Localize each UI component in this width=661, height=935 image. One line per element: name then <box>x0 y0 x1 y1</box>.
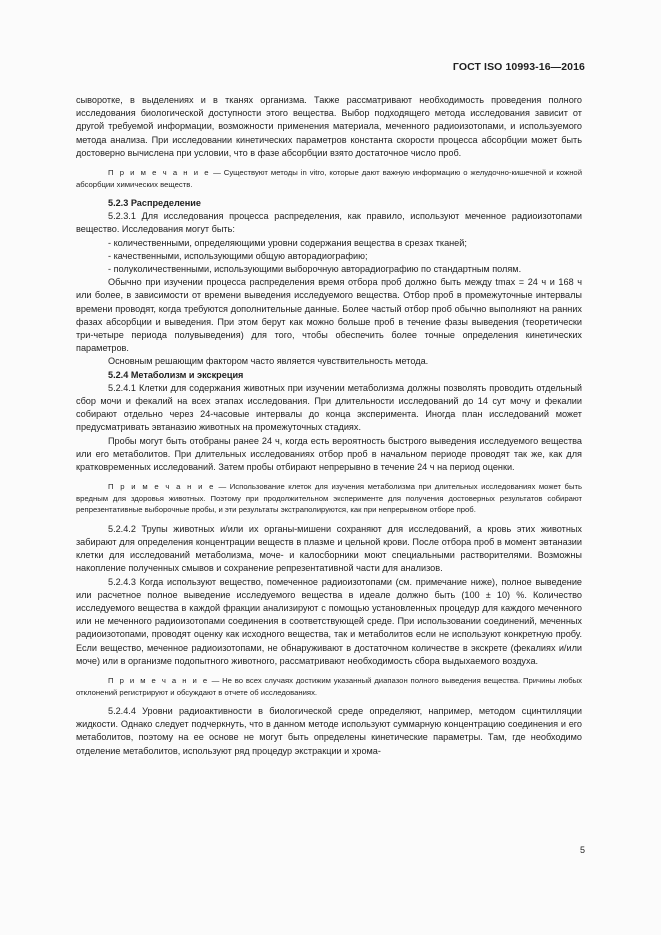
paragraph: 5.2.4.2 Трупы животных и/или их органы-мишени сохраняют для исследований, а кровь этих животных забирают для определения концентрации веществ в плазме и цельной крови. После отбора проб в момент эвтаназии клетки для исследований метаболизма, моче- и калосборники моют специальными растворителями. Возможны накопление полученных смывов и сохранение репрезентативной части для анализов. <box>76 523 582 574</box>
list-item: - количественными, определяющими уровни содержания вещества в срезах тканей; <box>108 237 467 248</box>
document-body <box>76 94 582 758</box>
paragraph: 5.2.4.4 Уровни радиоактивности в биологической среде определяют, например, методом сцинтилляции жидкости. Однако следует подчеркнуть, что в данном методе используют суммарную концентрацию соединения и его метаболитов, поэтому на ее основе не могут быть определены кинетические параметры. Там, где необходимо отделение метаболитов, используют ряд процедур экстракции и хрома- <box>76 706 582 756</box>
note-text: — Не во всех случаях достижим указанный диапазон полного выведения вещества. Причины любых отклонений регистрируют и обсуждают в отчете об исследованиях. <box>76 676 583 697</box>
note-text: — Использование клеток для изучения метаболизма при длительных исследованиях может быть вредным для здоровья животных. Поэтому при продолжительном эксперименте для получения достоверных результатов собирают репрезентативные выборочные пробы, и эти результаты экстраполируются, как при непрерывном отборе проб. <box>76 482 583 515</box>
note <box>76 481 582 516</box>
paragraph: 5.2.3.1 Для исследования процесса распределения, как правило, используют меченное радиоизотопами вещество. Исследования могут быть: <box>76 211 582 235</box>
paragraph: Обычно при изучении процесса распределения время отбора проб должно быть между tmax = 24 ч и 168 ч или более, в зависимости от времени выведения исследуемого вещества. Отбор проб в промежуточные интервалы времени проводят, когда требуются дополнительные данные. Более частый отбор проб обычно выполняют на ранних фазах абсорбции и выведения. При этом берут как можно больше проб в течение фазы выведения (теоретически три-четыре периода полувыведения) для того, чтобы обеспечить более точные определения кинетических параметров. <box>76 277 582 354</box>
note <box>76 675 582 698</box>
paragraph: Пробы могут быть отобраны ранее 24 ч, когда есть вероятность быстрого выведения исследуемого вещества или его метаболитов. При длительных исследованиях отбор проб в начальном периоде проводят так же, как для кратковременных исследований. Затем пробы отбирают непрерывно в течение 24 ч на период оценки. <box>76 435 582 473</box>
note-text: — Существуют методы in vitro, которые дают важную информацию о желудочно-кишечной и кожной абсорбции химических веществ. <box>76 168 583 189</box>
paragraph: 5.2.4.3 Когда используют вещество, помеченное радиоизотопами (см. примечание ниже), полное выведение или расчетное полное выведение исследуемого вещества в идеале должно быть (100 ± 10) %. Количество исследуемого вещества в каждой фракции анализируют с помощью установленных процедур для каждого меченного или не меченного радиоизотопами соединения в соответствующей среде. При использовании соединений, меченных радиоизотопами, проводят оценку как исходного вещества, так и метаболитов если не используют конкретную пробу. Если вещество, меченное радиоизотопами, не обнаруживают в достаточном количестве в экскрете (фекалиях и/или моче) или в организме подопытного животного, рассматривают необходимость сбора выдыхаемого воздуха. <box>76 576 582 666</box>
list-item: - полуколичественными, использующими выборочную авторадиографию по стандартным полям. <box>108 264 522 275</box>
section-heading: 5.2.4 Метаболизм и экскреция <box>108 369 244 380</box>
paragraph: сыворотке, в выделениях и в тканях организма. Также рассматривают необходимость проведения полного исследования биологической доступности этого вещества. Выбор подходящего метода исследования зависит от другой требуемой информации, возможности применения материала, меченного радиоизотопами, и используемого метода анализа. При исследовании кинетических параметров константа скорости процесса абсорбции может быть достоверно вычислена при условии, что в фазе абсорбции взято достаточное число проб. <box>76 95 582 158</box>
note <box>76 167 582 190</box>
note-lead: П р и м е ч а н и е <box>108 482 216 492</box>
paragraph: Основным решающим фактором часто является чувствительность метода. <box>108 356 429 367</box>
page-number: 5 <box>579 845 585 855</box>
note-lead: П р и м е ч а н и е <box>108 676 209 686</box>
note-lead: П р и м е ч а н и е <box>108 168 211 178</box>
list-item: - качественными, использующими общую авторадиографию; <box>108 250 368 261</box>
section-heading: 5.2.3 Распределение <box>108 198 201 209</box>
paragraph: 5.2.4.1 Клетки для содержания животных при изучении метаболизма должны позволять проводить отдельный сбор мочи и фекалий на всех этапах исследования. При длительности исследований до 14 сут мочу и фекалии собирают отдельно через 24-часовые интервалы до конца эксперимента. Иногда план исследований может предусматривать эвтаназию животных на промежуточных стадиях. <box>76 382 582 433</box>
document-header: ГОСТ ISO 10993-16—2016 <box>452 61 585 73</box>
